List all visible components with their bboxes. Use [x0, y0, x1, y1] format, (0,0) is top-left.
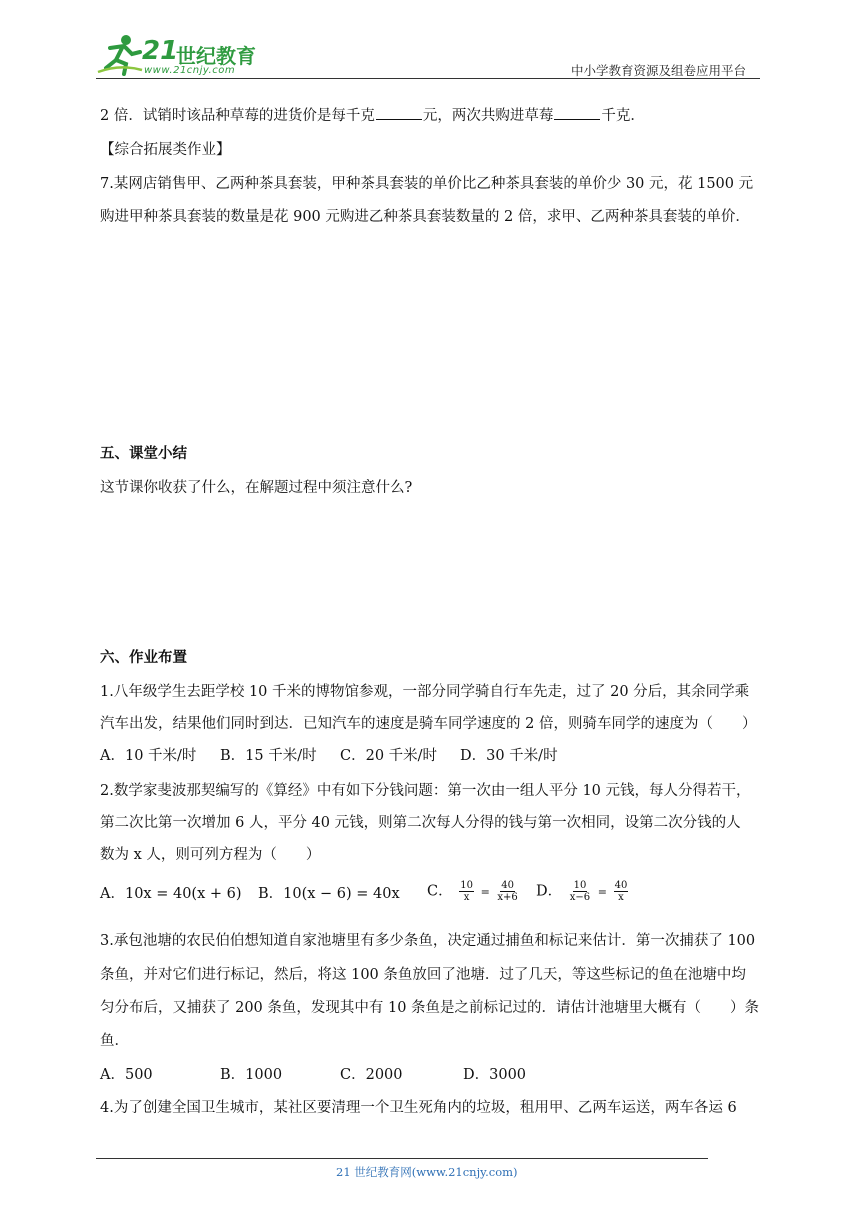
platform-name: 中小学教育资源及组卷应用平台 [571, 63, 747, 78]
q1-option-a[interactable]: A．10 千米/时 [100, 748, 197, 764]
logo-chinese: 世纪教育 [176, 44, 256, 68]
fraction: $\frac{10}{x-6}$ [569, 880, 591, 903]
q2-option-a[interactable]: A．10x = 40(x + 6) [100, 886, 242, 902]
question-4-line-1: 4.为了创建全国卫生城市，某社区要清理一个卫生死角内的垃圾，租用甲、乙两车运送，两车各运 6 [100, 1100, 737, 1116]
q1-option-d[interactable]: D．30 千米/时 [460, 748, 558, 764]
question-7-line-2: 购进甲种茶具套装的数量是花 900 元购进乙种茶具套装数量的 2 倍，求甲、乙两种茶具套装的单价． [100, 209, 750, 225]
question-7-line-1: 7.某网店销售甲、乙两种茶具套装，甲种茶具套装的单价比乙种茶具套装的单价少 30 元，花 1500 元 [100, 176, 754, 192]
section-heading-6: 六、作业布置 [100, 649, 187, 666]
section-heading-5: 五、课堂小结 [100, 445, 187, 462]
q2-option-b[interactable]: B．10(x − 6) = 40x [258, 886, 400, 902]
q2-option-d[interactable]: D． $\frac{10}{x-6}$ = $\frac{40}{x}$ [536, 880, 628, 903]
q1-option-c[interactable]: C．20 千米/时 [340, 748, 438, 764]
question-3-line-1: 3.承包池塘的农民伯伯想知道自家池塘里有多少条鱼，决定通过捕鱼和标记来估计．第一次捕获了 100 [100, 933, 756, 949]
answer-blank-price[interactable] [376, 106, 422, 120]
footer-rule [96, 1158, 708, 1159]
question-2-line-3: 数为 x 人，则可列方程为（ ） [100, 847, 321, 863]
question-2-line-1: 2.数学家斐波那契编写的《算经》中有如下分钱问题：第一次由一组人平分 10 元钱，每人分得若干， [100, 783, 751, 799]
q3-option-c[interactable]: C．2000 [340, 1067, 403, 1083]
question-2-line-2: 第二次比第一次增加 6 人，平分 40 元钱，则第二次每人分得的钱与第一次相同，设第二次分钱的人 [100, 815, 741, 831]
fraction: $\frac{40}{x}$ [614, 880, 628, 903]
question-1-line-2: 汽车出发，结果他们同时到达．已知汽车的速度是骑车同学速度的 2 倍，则骑车同学的速度为（ ） [100, 716, 757, 732]
question-1-line-1: 1.八年级学生去距学校 10 千米的博物馆参观，一部分同学骑自行车先走，过了 20 分后，其余同学乘 [100, 684, 750, 700]
answer-blank-weight[interactable] [554, 106, 600, 120]
q2-option-c[interactable]: C． $\frac{10}{x}$ = $\frac{40}{x+6}$ [427, 880, 518, 903]
line-strawberry: 2 倍．试销时该品种草莓的进货价是每千克 元，两次共购进草莓 千克． [100, 108, 645, 124]
q3-option-a[interactable]: A．500 [100, 1067, 153, 1083]
q3-option-b[interactable]: B．1000 [220, 1067, 283, 1083]
site-logo[interactable] [96, 34, 266, 78]
question-3-line-3: 匀分布后，又捕获了 200 条鱼，发现其中有 10 条鱼是之前标记过的．请估计池塘里大概有（ ）条 [100, 1000, 760, 1016]
fraction: $\frac{40}{x+6}$ [497, 880, 518, 903]
q1-option-b[interactable]: B．15 千米/时 [220, 748, 317, 764]
fraction: $\frac{10}{x}$ [460, 880, 473, 903]
section-label-extension: 【综合拓展类作业】 [100, 142, 231, 158]
question-3-line-4: 鱼． [100, 1033, 129, 1049]
summary-question: 这节课你收获了什么，在解题过程中须注意什么? [100, 480, 413, 496]
header-rule [96, 78, 760, 79]
footer-site-link[interactable]: 21 世纪教育网(www.21cnjy.com) [336, 1165, 518, 1179]
logo-number: 21 [142, 36, 179, 66]
runner-logo-icon [96, 34, 144, 76]
logo-url: www.21cnjy.com [144, 65, 236, 76]
q3-option-d[interactable]: D．3000 [463, 1067, 527, 1083]
question-3-line-2: 条鱼，并对它们进行标记，然后，将这 100 条鱼放回了池塘．过了几天，等这些标记的鱼在池塘中均 [100, 967, 746, 983]
